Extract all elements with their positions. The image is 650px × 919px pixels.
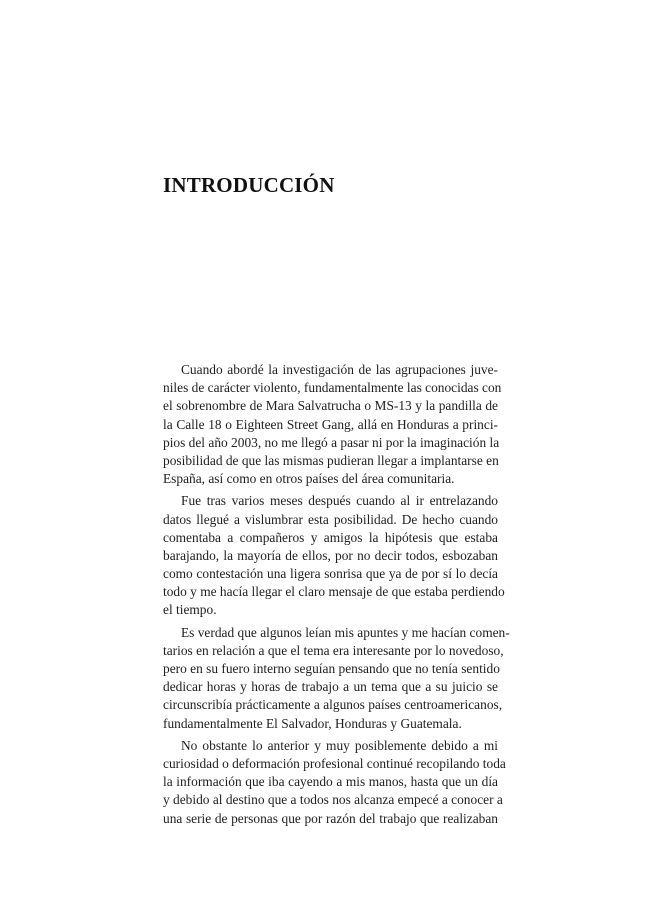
text-line: No obstante lo anterior y muy posiblemente debido a mi — [181, 737, 498, 753]
text-line: curiosidad o deformación profesional continué recopilando toda — [163, 755, 506, 771]
chapter-title: INTRODUCCIÓN — [163, 173, 335, 197]
text-line: el tiempo. — [163, 602, 217, 618]
text-line: comentaba a compañeros y amigos la hipótesis que estaba — [163, 529, 498, 545]
paragraph-4 — [163, 737, 506, 828]
text-line: pero en su fuero interno seguían pensando que no tenía sentido — [163, 661, 500, 676]
text-line: Cuando abordé la investigación de las agrupaciones juve- — [181, 362, 498, 377]
text-line: el sobrenombre de Mara Salvatrucha o MS-13 y la pandilla de — [163, 398, 498, 414]
paragraph-2 — [163, 492, 505, 619]
text-line: todo y me hacía llegar el claro mensaje de que estaba perdiendo — [163, 584, 505, 600]
text-line: la Calle 18 o Eighteen Street Gang, allá en Honduras a princi- — [163, 416, 498, 432]
body-text — [163, 361, 510, 832]
text-line: barajando, la mayoría de ellos, por no decir todos, esbozaban — [163, 547, 498, 563]
text-line: pios del año 2003, no me llegó a pasar ni por la imaginación la — [163, 434, 500, 450]
text-line: una serie de personas que por razón del trabajo que realizaban — [163, 810, 498, 826]
text-line: la información que iba cayendo a mis manos, hasta que un día — [163, 774, 498, 790]
paragraph-3 — [163, 624, 510, 733]
text-line: tarios en relación a que el tema era interesante por lo novedoso, — [163, 642, 504, 658]
text-line: y debido al destino que a todos nos alcanza empecé a conocer a — [163, 792, 503, 808]
text-line: niles de carácter violento, fundamentalmente las conocidas con — [163, 380, 502, 396]
text-line: como contestación una ligera sonrisa que ya de por sí lo decía — [163, 566, 498, 582]
paragraph-1 — [163, 361, 502, 488]
text-line: circunscribía prácticamente a algunos países centroamericanos, — [163, 697, 503, 713]
text-line: datos llegué a vislumbrar esta posibilidad. De hecho cuando — [163, 511, 498, 527]
text-line: España, así como en otros países del área comunitaria. — [163, 471, 455, 487]
text-line: Es verdad que algunos leían mis apuntes y me hacían comen- — [181, 624, 510, 640]
text-line: Fue tras varios meses después cuando al ir entrelazando — [181, 493, 498, 509]
text-line: dedicar horas y horas de trabajo a un tema que a su juicio se — [163, 679, 498, 695]
text-line: fundamentalmente El Salvador, Honduras y Guatemala. — [163, 715, 462, 731]
text-line: posibilidad de que las mismas pudieran llegar a implantarse en — [163, 452, 499, 468]
